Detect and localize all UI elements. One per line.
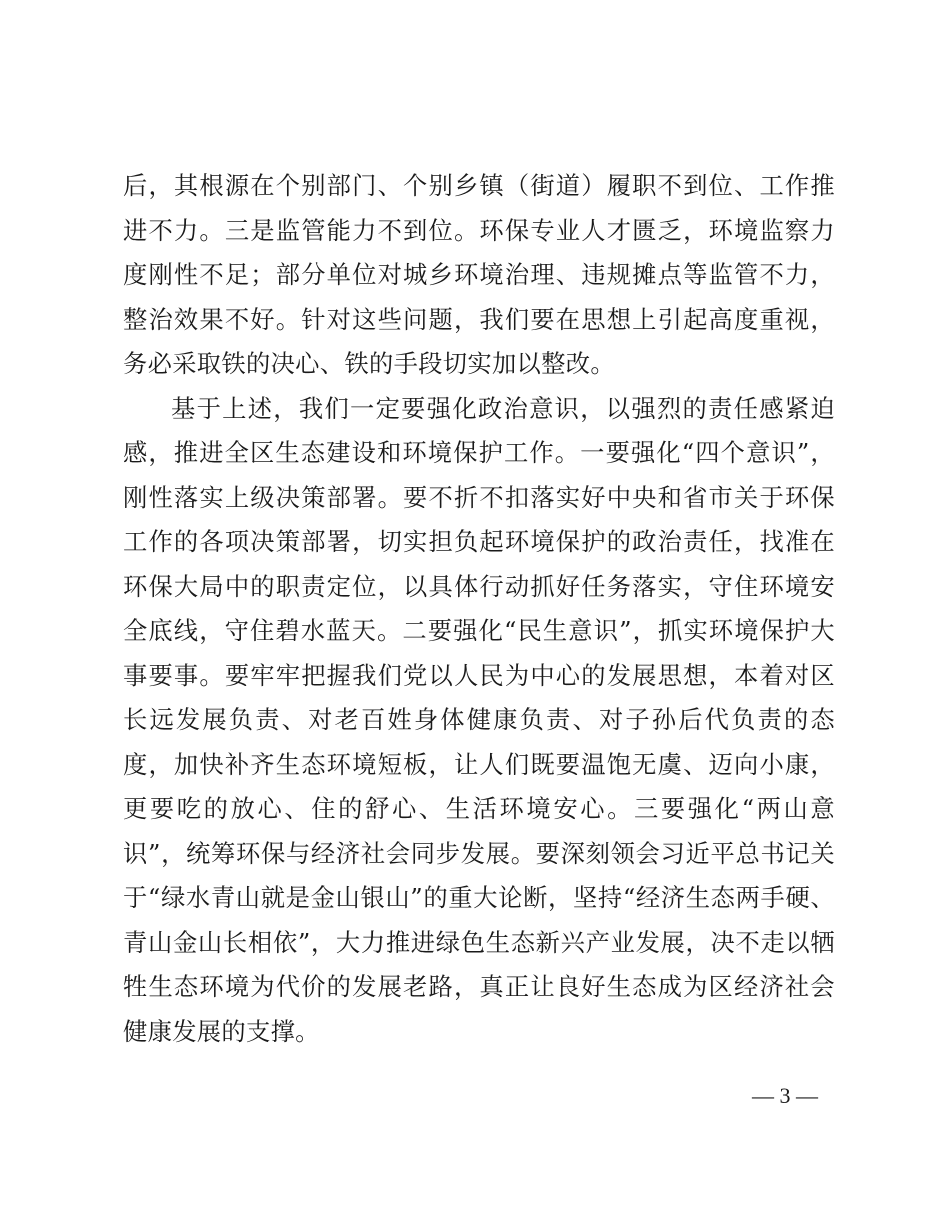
body-text — [123, 164, 835, 1054]
page-number: — 3 — — [752, 1083, 818, 1108]
paragraph-continuation: 后，其根源在个别部门、个别乡镇（街道）履职不到位、工作推进不力。三是监管能力不到位。环保专业人才匮乏，环境监察力度刚性不足；部分单位对城乡环境治理、违规摊点等监管不力，整治效果不好。针对这些问题，我们要在思想上引起高度重视，务必采取铁的决心、铁的手段切实加以整改。 — [123, 171, 835, 378]
paragraph-measures: 基于上述，我们一定要强化政治意识，以强烈的责任感紧迫感，推进全区生态建设和环境保护工作。一要强化“四个意识”，刚性落实上级决策部署。要不折不扣落实好中央和省市关于环保工作的各项决策部署，切实担负起环境保护的政治责任，找准在环保大局中的职责定位，以具体行动抓好任务落实，守住环境安全底线，守住碧水蓝天。二要强化“民生意识”，抓实环境保护大事要事。要牢牢把握我们党以人民为中心的发展思想，本着对区长远发展负责、对老百姓身体健康负责、对子孙后代负责的态度，加快补齐生态环境短板，让人们既要温饱无虞、迈向小康，更要吃的放心、住的舒心、生活环境安心。三要强化“两山意识”，统筹环保与经济社会同步发展。要深刻领会习近平总书记关于“绿水青山就是金山银山”的重大论断，坚持“经济生态两手硬、青山金山长相依”，大力推进绿色生态新兴产业发展，决不走以牺牲生态环境为代价的发展老路，真正让良好生态成为区经济社会健康发展的支撑。 — [123, 393, 835, 1046]
